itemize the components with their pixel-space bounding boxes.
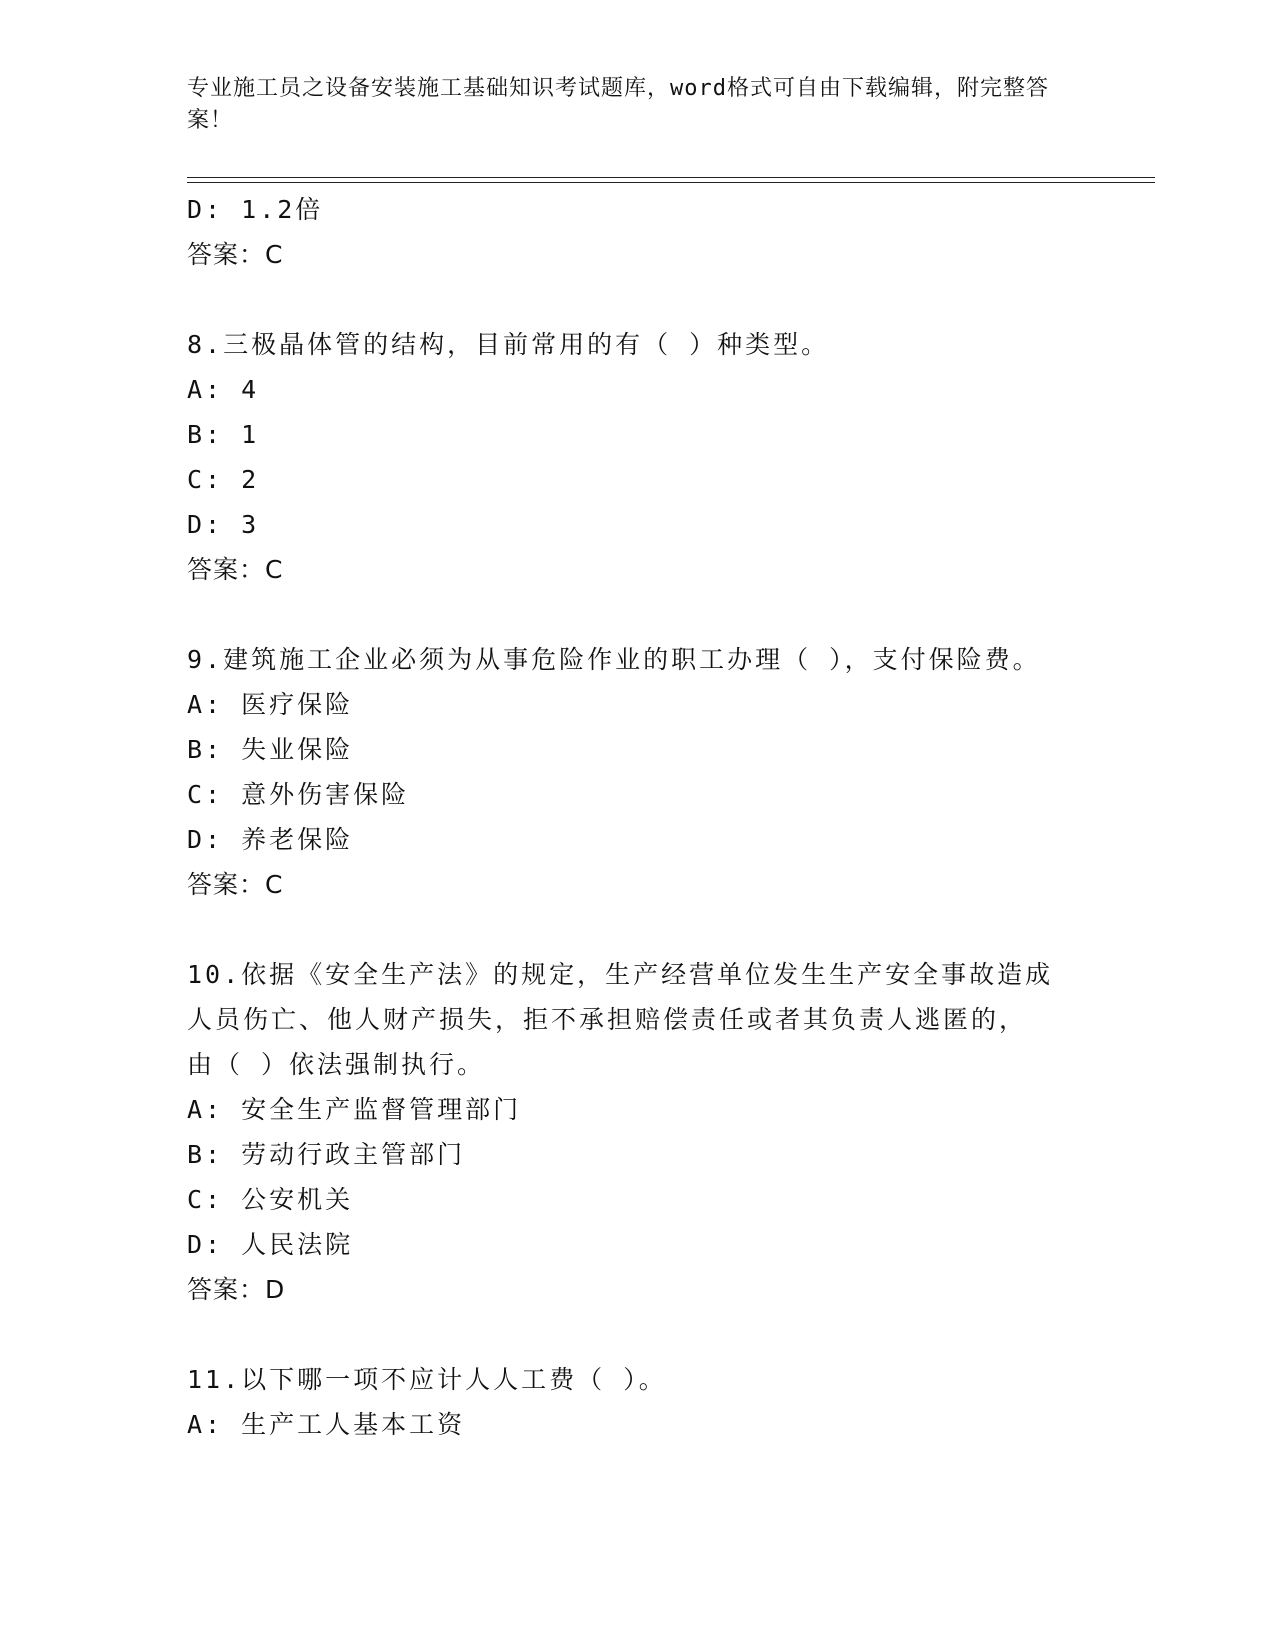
spacer: [187, 592, 1155, 637]
question-stem-11: 11.以下哪一项不应计人人工费（ ）。: [187, 1365, 667, 1394]
header-divider-bottom: [187, 182, 1155, 183]
option-a: A: 4: [187, 375, 260, 404]
answer-line: 答案：C: [187, 240, 284, 269]
question-stem-9: 9.建筑施工企业必须为从事危险作业的职工办理（ ），支付保险费。: [187, 645, 1041, 674]
header-divider-top: [187, 177, 1155, 178]
question-list: [187, 187, 1155, 1447]
option-b: B: 1: [187, 420, 260, 449]
question-stem-10: [187, 952, 1087, 1087]
question-stem-line: 10.依据《安全生产法》的规定，生产经营单位发生生产安全事故造成: [187, 960, 1054, 989]
answer-line: 答案：C: [187, 870, 284, 899]
answer-line: 答案：C: [187, 555, 284, 584]
question-stem-line: 人员伤亡、他人财产损失，拒不承担赔偿责任或者其负责人逃匿的，: [187, 1005, 1028, 1034]
option-b: B: 劳动行政主管部门: [187, 1140, 466, 1169]
option-d: D: 养老保险: [187, 825, 354, 854]
question-stem-8: 8.三极晶体管的结构，目前常用的有（ ）种类型。: [187, 330, 830, 359]
spacer: [187, 277, 1155, 322]
question-stem-line: 由（ ）依法强制执行。: [187, 1050, 486, 1079]
option-c: C: 意外伤害保险: [187, 780, 410, 809]
page-header: 专业施工员之设备安装施工基础知识考试题库，word格式可自由下载编辑，附完整答案！: [187, 76, 1049, 133]
option-d: D: 1.2倍: [187, 195, 324, 224]
option-d: D: 3: [187, 510, 260, 539]
option-a: A: 医疗保险: [187, 690, 354, 719]
option-a: A: 安全生产监督管理部门: [187, 1095, 522, 1124]
answer-line: 答案：D: [187, 1275, 286, 1304]
option-c: C: 2: [187, 465, 260, 494]
spacer: [187, 907, 1155, 952]
option-d: D: 人民法院: [187, 1230, 354, 1259]
document-page: [187, 0, 1157, 1650]
option-a: A: 生产工人基本工资: [187, 1410, 466, 1439]
option-c: C: 公安机关: [187, 1185, 354, 1214]
option-b: B: 失业保险: [187, 735, 354, 764]
spacer: [187, 1312, 1155, 1357]
